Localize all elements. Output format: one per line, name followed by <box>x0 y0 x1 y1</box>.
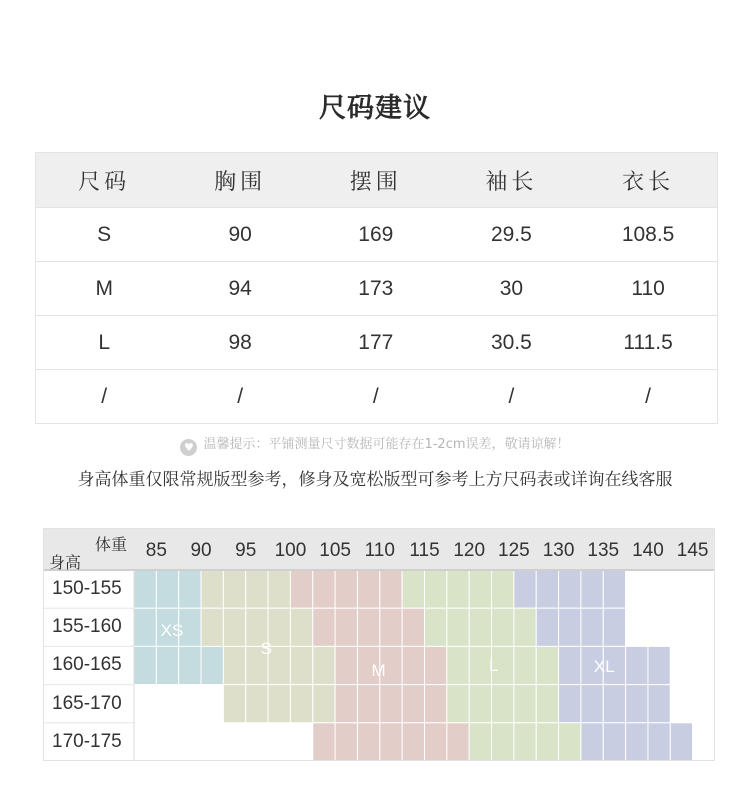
chart-cell <box>626 723 648 761</box>
chart-cell <box>469 723 491 761</box>
size-zone-label: L <box>489 655 499 675</box>
chart-cell <box>648 685 670 723</box>
chart-cell <box>648 723 670 761</box>
height-row-label: 170-175 <box>52 730 122 752</box>
chart-cell <box>268 685 290 723</box>
table-cell: / <box>579 370 717 424</box>
weight-tick-label: 125 <box>498 540 530 561</box>
chart-cell <box>313 608 335 646</box>
table-row <box>36 370 718 424</box>
chart-cell <box>134 570 156 608</box>
chart-cell <box>290 685 312 723</box>
chart-cell <box>626 570 648 608</box>
chart-cell <box>290 646 312 684</box>
chart-grid <box>43 528 715 766</box>
chart-cell <box>380 608 402 646</box>
table-cell: 30.5 <box>444 316 580 370</box>
chart-cell <box>380 723 402 761</box>
table-cell: S <box>36 208 173 262</box>
chart-cell <box>626 685 648 723</box>
chart-cell <box>603 570 625 608</box>
chart-cell <box>313 646 335 684</box>
chart-cell <box>536 570 558 608</box>
chart-cell <box>581 608 603 646</box>
table-cell: 94 <box>172 262 308 316</box>
chart-cell <box>313 570 335 608</box>
chart-cell <box>134 723 156 761</box>
chart-cell <box>179 646 201 684</box>
chart-cell <box>670 685 692 723</box>
chart-cell <box>492 723 514 761</box>
chart-cell <box>447 570 469 608</box>
table-cell: 90 <box>172 208 308 262</box>
chart-cell <box>246 570 268 608</box>
chart-cell <box>425 570 447 608</box>
height-axis-label: 身高 <box>49 553 82 572</box>
chart-cell <box>156 685 178 723</box>
chart-cell <box>357 723 379 761</box>
chart-cell <box>447 608 469 646</box>
chart-cell <box>380 570 402 608</box>
weight-tick-label: 100 <box>274 540 307 561</box>
chart-cell <box>313 723 335 761</box>
header-chest: 胸围 <box>172 153 308 208</box>
weight-tick-label: 145 <box>676 540 709 561</box>
chart-cell <box>603 723 625 761</box>
chart-cell <box>357 608 379 646</box>
chart-cell <box>246 685 268 723</box>
chart-cell <box>603 685 625 723</box>
size-table <box>35 152 718 424</box>
chart-cell <box>648 570 670 608</box>
table-cell: 111.5 <box>579 316 717 370</box>
chart-cell <box>492 570 514 608</box>
chart-cell <box>134 685 156 723</box>
chart-cell <box>425 608 447 646</box>
chart-cell <box>670 723 692 761</box>
chart-cell <box>335 608 357 646</box>
chart-cell <box>223 646 245 684</box>
chart-cell <box>134 608 156 646</box>
chart-cell <box>268 570 290 608</box>
chart-cell <box>335 723 357 761</box>
weight-tick-label: 110 <box>364 540 395 561</box>
height-row-label: 165-170 <box>52 692 122 714</box>
chart-cell <box>357 570 379 608</box>
height-row-label: 155-160 <box>52 616 122 638</box>
chart-cell <box>425 646 447 684</box>
header-sleeve: 袖长 <box>444 153 580 208</box>
height-row-label: 160-165 <box>52 654 122 676</box>
weight-tick-label: 130 <box>542 540 575 561</box>
table-cell: 30 <box>444 262 580 316</box>
chart-cell <box>156 723 178 761</box>
chart-cell <box>648 608 670 646</box>
chart-cell <box>626 646 648 684</box>
chart-cell <box>693 608 715 646</box>
table-row <box>36 316 718 370</box>
chart-cell <box>223 570 245 608</box>
note-text: 温馨提示：平铺测量尺寸数据可能存在1-2cm误差，敬请谅解！ <box>203 437 570 452</box>
heart-icon: ♥ <box>180 439 197 456</box>
chart-cell <box>268 723 290 761</box>
table-cell: 29.5 <box>444 208 580 262</box>
chart-cell <box>201 685 223 723</box>
chart-cell <box>447 685 469 723</box>
header-size: 尺码 <box>36 153 173 208</box>
chart-cell <box>402 685 424 723</box>
chart-cell <box>380 685 402 723</box>
chart-cell <box>201 608 223 646</box>
size-zone-label: S <box>260 639 272 659</box>
chart-cell <box>134 646 156 684</box>
table-cell: 110 <box>579 262 717 316</box>
table-cell: 98 <box>172 316 308 370</box>
chart-cell <box>201 570 223 608</box>
weight-tick-label: 120 <box>453 540 486 561</box>
chart-cell <box>201 646 223 684</box>
page-title: 尺码建议 <box>319 93 431 124</box>
chart-cell <box>223 723 245 761</box>
chart-cell <box>514 685 536 723</box>
chart-cell <box>156 570 178 608</box>
chart-cell <box>335 646 357 684</box>
chart-cell <box>447 723 469 761</box>
table-cell: / <box>36 370 173 424</box>
chart-cell <box>290 570 312 608</box>
chart-cell <box>626 608 648 646</box>
chart-cell <box>223 608 245 646</box>
chart-cell <box>492 608 514 646</box>
table-cell: / <box>172 370 308 424</box>
chart-cell <box>559 685 581 723</box>
weight-tick-label: 95 <box>235 540 257 561</box>
chart-cell <box>514 608 536 646</box>
chart-cell <box>179 723 201 761</box>
chart-cell <box>648 646 670 684</box>
chart-cell <box>693 570 715 608</box>
chart-cell <box>290 608 312 646</box>
chart-cell <box>559 570 581 608</box>
chart-cell <box>693 723 715 761</box>
chart-cell <box>536 723 558 761</box>
size-zone-label: XL <box>593 657 615 677</box>
chart-cell <box>693 685 715 723</box>
chart-cell <box>425 723 447 761</box>
chart-cell <box>402 570 424 608</box>
chart-cell <box>514 646 536 684</box>
weight-axis-label: 体重 <box>95 535 128 554</box>
weight-tick-label: 105 <box>319 540 351 561</box>
chart-cell <box>447 646 469 684</box>
table-cell: 169 <box>308 208 444 262</box>
chart-cell <box>670 570 692 608</box>
weight-tick-label: 135 <box>587 540 620 561</box>
table-cell: M <box>36 262 173 316</box>
weight-tick-label: 85 <box>145 540 167 561</box>
chart-cell <box>581 723 603 761</box>
chart-cell <box>402 608 424 646</box>
table-row <box>36 262 718 316</box>
chart-cell <box>670 608 692 646</box>
height-row-label: 150-155 <box>52 578 122 599</box>
table-cell: 173 <box>308 262 444 316</box>
weight-tick-label: 140 <box>632 540 664 561</box>
chart-cell <box>581 570 603 608</box>
chart-cell <box>201 723 223 761</box>
chart-cell <box>402 723 424 761</box>
chart-cell <box>514 570 536 608</box>
chart-cell <box>179 685 201 723</box>
chart-cell <box>313 685 335 723</box>
header-hem: 摆围 <box>308 153 444 208</box>
chart-cell <box>402 646 424 684</box>
chart-cell <box>581 685 603 723</box>
size-zone-label: XS <box>160 621 184 641</box>
weight-tick-label: 90 <box>190 540 212 561</box>
header-length: 衣长 <box>579 153 717 208</box>
chart-cell <box>536 608 558 646</box>
chart-cell <box>156 646 178 684</box>
chart-cell <box>335 685 357 723</box>
size-recommendation-chart <box>43 528 715 770</box>
chart-cell <box>514 723 536 761</box>
table-cell: / <box>308 370 444 424</box>
chart-cell <box>469 570 491 608</box>
chart-cell <box>536 646 558 684</box>
chart-cell <box>246 723 268 761</box>
table-cell: 177 <box>308 316 444 370</box>
chart-cell <box>603 608 625 646</box>
table-cell: 108.5 <box>579 208 717 262</box>
chart-cell <box>536 685 558 723</box>
chart-cell <box>425 685 447 723</box>
size-zone-label: M <box>371 661 386 681</box>
chart-cell <box>559 608 581 646</box>
chart-cell <box>469 608 491 646</box>
size-table-header-row <box>36 153 718 208</box>
chart-cell <box>223 685 245 723</box>
chart-cell <box>670 646 692 684</box>
chart-cell <box>179 570 201 608</box>
chart-cell <box>559 723 581 761</box>
chart-cell <box>290 723 312 761</box>
chart-cell <box>693 646 715 684</box>
chart-cell <box>357 685 379 723</box>
chart-cell <box>492 685 514 723</box>
measurement-note <box>0 433 750 456</box>
table-row <box>36 208 718 262</box>
weight-tick-label: 115 <box>409 540 440 561</box>
chart-cell <box>559 646 581 684</box>
table-cell: L <box>36 316 173 370</box>
table-cell: / <box>444 370 580 424</box>
chart-cell <box>469 685 491 723</box>
chart-cell <box>335 570 357 608</box>
fit-advice: 身高体重仅限常规版型参考，修身及宽松版型可参考上方尺码表或详询在线客服 <box>77 470 673 490</box>
